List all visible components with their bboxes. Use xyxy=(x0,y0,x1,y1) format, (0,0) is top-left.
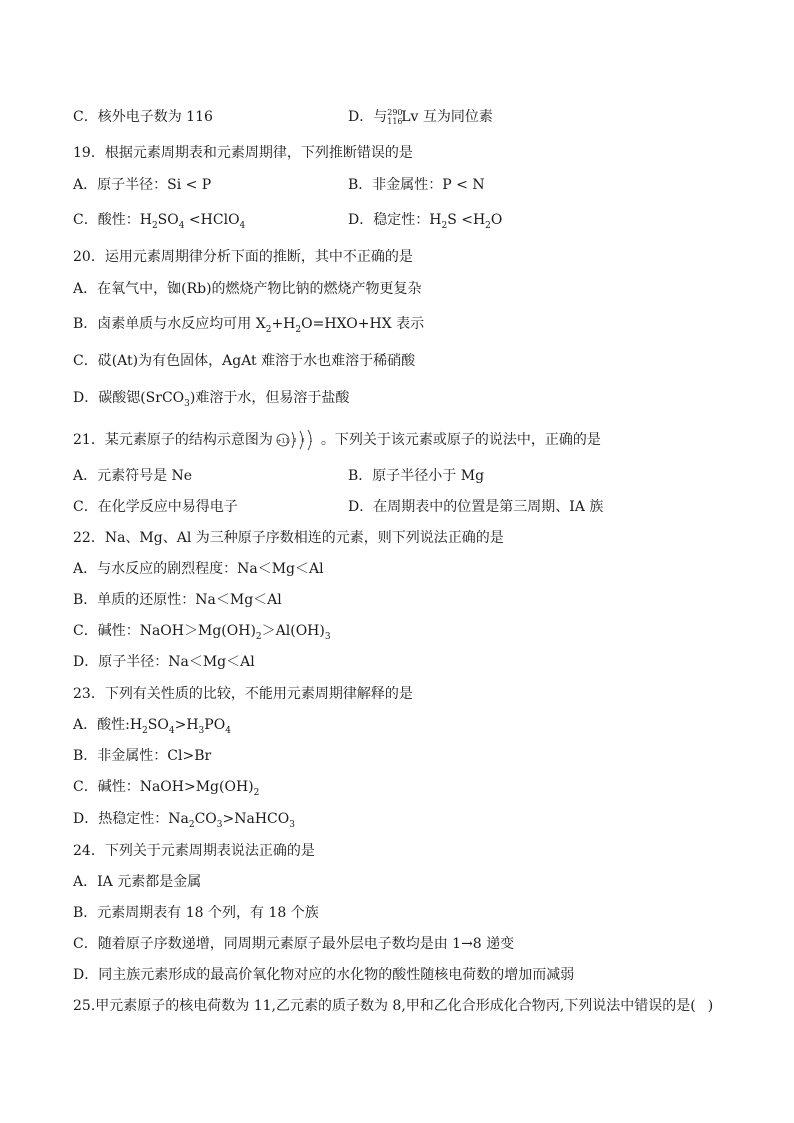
nucleus-charge: +11 xyxy=(276,437,290,445)
q19-option-c: C．酸性：$H_2SO_4$ <HClO$_4$ xyxy=(73,212,246,231)
shell-electrons-2: 8 xyxy=(301,438,305,444)
q21-option-b: B．原子半径小于 Mg xyxy=(348,468,485,484)
q20-option-b: B．卤素单质与水反应均可用 $X_2+H_2O=HXO+HX$ 表示 xyxy=(73,316,425,335)
q20-option-c: C．砹(At)为有色固体，AgAt 难溶于水也难溶于稀硝酸 xyxy=(73,353,416,369)
q23-option-d: D．热稳定性：$Na_2CO_3>NaHCO_3$ xyxy=(73,811,295,830)
q22-option-c: C．碱性：$NaOH>Mg(OH)_2>Al(OH)_3$ xyxy=(73,623,331,642)
q22-option-d: D．原子半径：Na＜Mg＜Al xyxy=(73,654,255,670)
q22-option-a: A．与水反应的剧烈程度：Na＜Mg＜Al xyxy=(73,561,324,577)
q21-option-a: A．元素符号是 Ne xyxy=(73,468,193,484)
q21-option-d: D．在周期表中的位置是第三周期、IA 族 xyxy=(348,499,604,515)
q20-stem: 20．运用元素周期律分析下面的推断，其中不正确的是 xyxy=(73,249,413,265)
q23-option-a: A．酸性$:H_2SO_4>H_3PO_4$ xyxy=(73,717,231,736)
q21-option-c: C．在化学反应中易得电子 xyxy=(73,499,238,515)
q24-option-c: C．随着原子序数递增，同周期元素原子最外层电子数均是由 1→8 递变 xyxy=(73,936,515,952)
q23-option-b: B．非金属性：Cl>Br xyxy=(73,748,212,764)
shell-electrons-3: 1 xyxy=(309,438,313,444)
q24-option-d: D．同主族元素形成的最高价氧化物对应的水化物的酸性随核电荷数的增加而减弱 xyxy=(73,967,575,983)
q22-stem: 22．Na、Mg、Al 为三种原子序数相连的元素，则下列说法正确的是 xyxy=(73,530,504,546)
q20-option-d: D．碳酸锶(SrCO$_3$)难溶于水，但易溶于盐酸 xyxy=(73,390,350,409)
q18-option-c xyxy=(73,107,213,127)
shell-electrons-1: 2 xyxy=(293,438,297,444)
q18-option-c-text: C．核外电子数为 116 xyxy=(73,109,213,125)
q19-option-a: A．原子半径：Si < P xyxy=(73,177,212,193)
q18-option-d: D．与 290 116 Lv 互为同位素 xyxy=(348,108,493,126)
q23-stem: 23．下列有关性质的比较，不能用元素周期律解释的是 xyxy=(73,686,413,702)
q22-option-b: B．单质的还原性：Na＜Mg＜Al xyxy=(73,592,282,608)
q19-stem: 19．根据元素周期表和元素周期律，下列推断错误的是 xyxy=(73,145,413,161)
q20-option-a: A．在氧气中，铷(Rb)的燃烧产物比钠的燃烧产物更复杂 xyxy=(73,281,422,297)
isotope-notation: 290 116 xyxy=(387,108,403,126)
q24-option-a: A．IA 元素都是金属 xyxy=(73,874,202,890)
q24-stem: 24．下列关于元素周期表说法正确的是 xyxy=(73,843,315,859)
q21-stem: 21．某元素原子的结构示意图为 +11 2 8 1 。下列关于该元素或原子的说法中，正确的是 xyxy=(73,428,601,448)
atom-structure-diagram xyxy=(275,428,319,452)
q24-option-b: B．元素周期表有 18 个列，有 18 个族 xyxy=(73,905,319,921)
q19-option-d: D．稳定性：$H_2S <H_2O$ xyxy=(348,212,503,231)
q19-option-b: B．非金属性：P < N xyxy=(348,177,485,193)
q23-option-c: C．碱性：$NaOH>Mg(OH)_2$ xyxy=(73,779,260,798)
q25-stem: 25.甲元素原子的核电荷数为 11,乙元素的质子数为 8,甲和乙化合形成化合物丙,下列说法中错误的是( ) xyxy=(73,998,714,1014)
